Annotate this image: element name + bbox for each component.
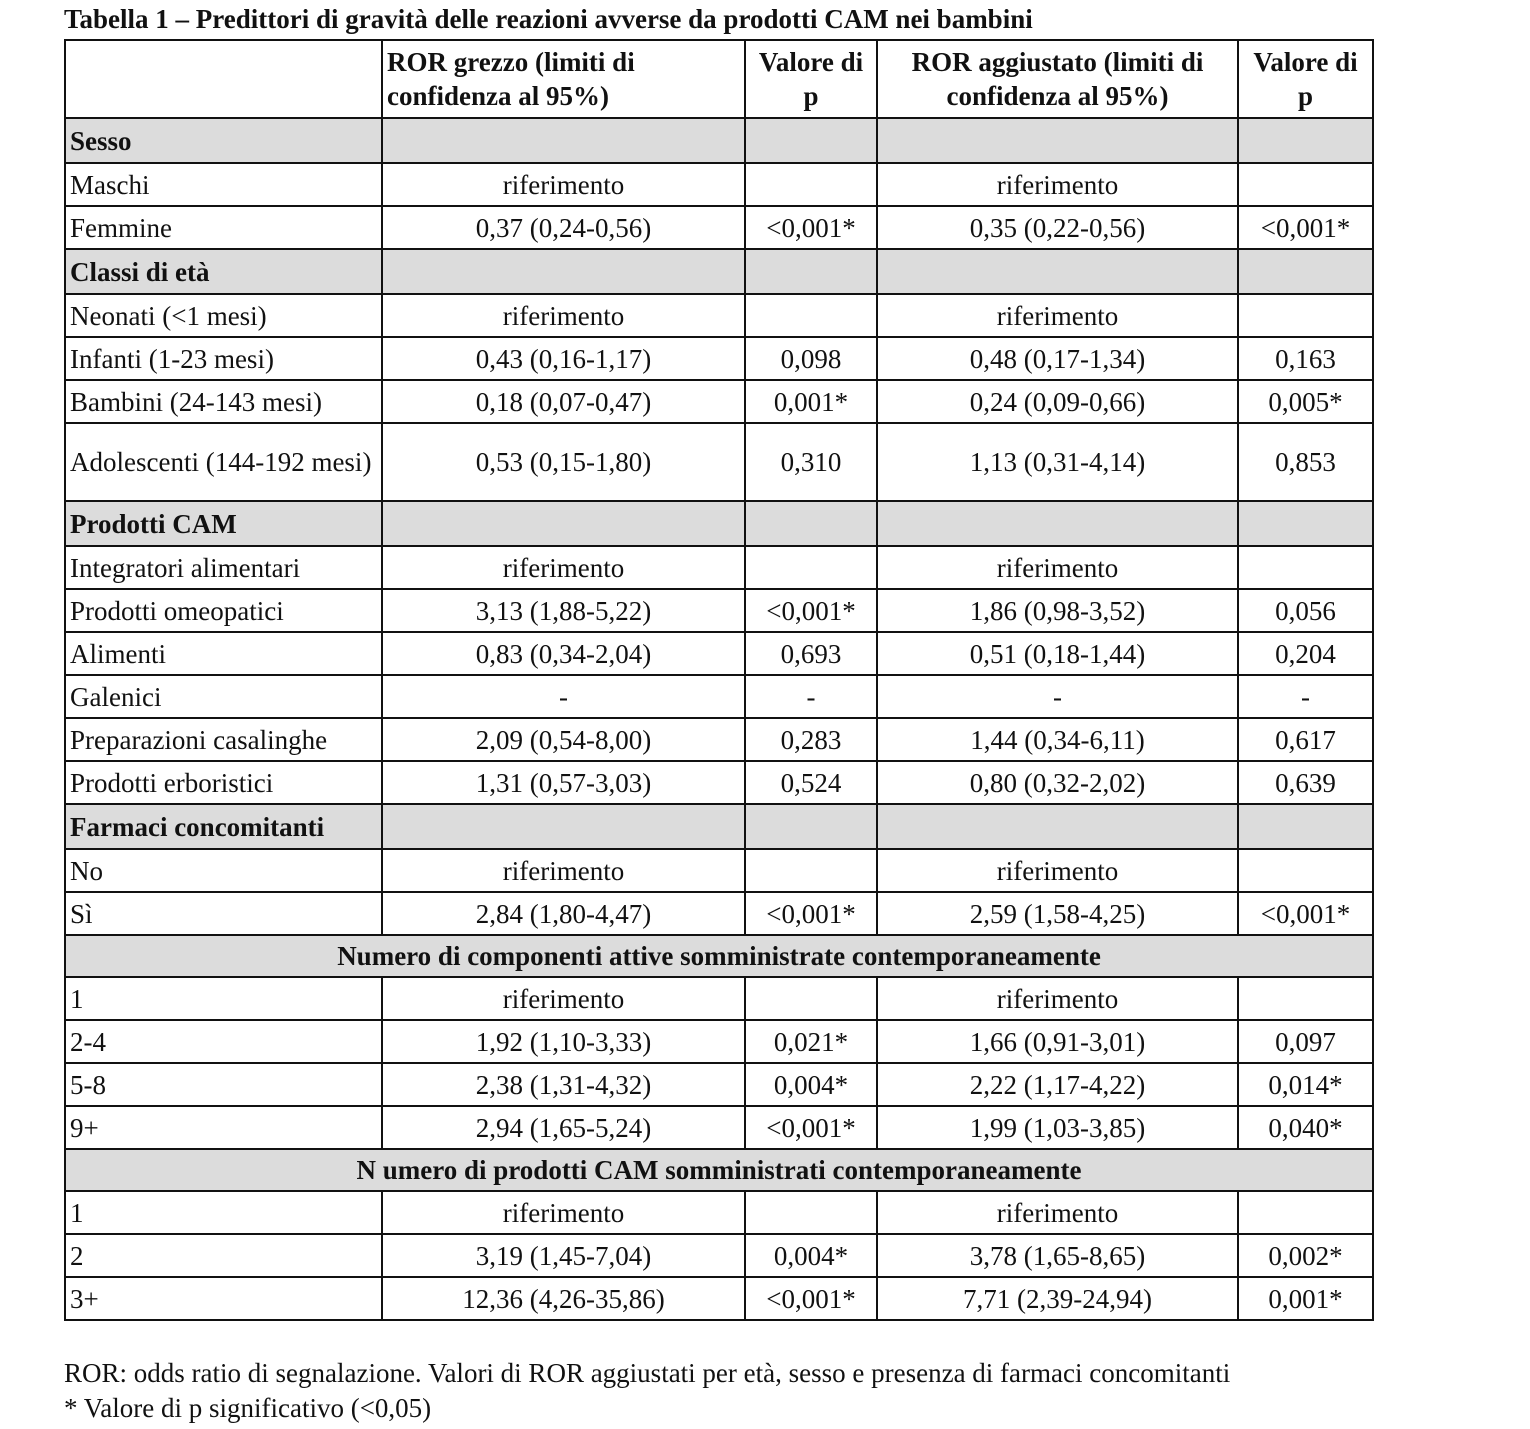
row-label: 2-4	[65, 1020, 382, 1063]
ror-crude-cell: 1,31 (0,57-3,03)	[382, 761, 745, 804]
empty-cell	[382, 501, 745, 546]
p-crude-cell: <0,001*	[745, 1106, 877, 1149]
section-row	[65, 501, 1373, 546]
ror-adjusted-cell: riferimento	[877, 546, 1238, 589]
p-adjusted-cell: 0,204	[1238, 632, 1373, 675]
p-adjusted-cell: 0,853	[1238, 423, 1373, 501]
table-row	[65, 589, 1373, 632]
note-ror-definition: ROR: odds ratio di segnalazione. Valori di ROR aggiustati per età, sesso e presenza di farmaci concomitanti	[64, 1358, 1231, 1388]
ror-adjusted-cell: 1,13 (0,31-4,14)	[877, 423, 1238, 501]
ror-adjusted-cell: 1,86 (0,98-3,52)	[877, 589, 1238, 632]
ror-adjusted-cell: -	[877, 675, 1238, 718]
table-row	[65, 632, 1373, 675]
row-label: Bambini (24-143 mesi)	[65, 380, 382, 423]
ror-crude-cell: 3,13 (1,88-5,22)	[382, 589, 745, 632]
p-crude-cell	[745, 294, 877, 337]
p-crude-cell	[745, 977, 877, 1020]
p-crude-cell: -	[745, 675, 877, 718]
ror-crude-cell: 2,84 (1,80-4,47)	[382, 892, 745, 935]
ror-adjusted-cell: 0,48 (0,17-1,34)	[877, 337, 1238, 380]
header-row	[65, 40, 1373, 118]
header-ror-adjusted: ROR aggiustato (limiti di confidenza al 95%)	[877, 40, 1238, 118]
row-label: Prodotti omeopatici	[65, 589, 382, 632]
row-label: 9+	[65, 1106, 382, 1149]
ror-crude-cell: riferimento	[382, 977, 745, 1020]
table-row	[65, 1234, 1373, 1277]
table-row	[65, 892, 1373, 935]
row-label: 5-8	[65, 1063, 382, 1106]
row-label: Femmine	[65, 206, 382, 249]
row-label: Infanti (1-23 mesi)	[65, 337, 382, 380]
ror-adjusted-cell: 2,59 (1,58-4,25)	[877, 892, 1238, 935]
p-adjusted-cell: -	[1238, 675, 1373, 718]
table-notes	[64, 1356, 1230, 1426]
ror-adjusted-cell: riferimento	[877, 849, 1238, 892]
table-row	[65, 1191, 1373, 1234]
row-label: Sì	[65, 892, 382, 935]
empty-cell	[745, 501, 877, 546]
row-label: Integratori alimentari	[65, 546, 382, 589]
table-title: Tabella 1 – Predittori di gravità delle reazioni avverse da prodotti CAM nei bambini	[64, 4, 1033, 34]
ror-crude-cell: riferimento	[382, 849, 745, 892]
p-adjusted-cell	[1238, 1191, 1373, 1234]
ror-crude-cell: 3,19 (1,45-7,04)	[382, 1234, 745, 1277]
table-body	[65, 118, 1373, 1320]
header-ror-crude: ROR grezzo (limiti di confidenza al 95%)	[382, 40, 745, 118]
table-row	[65, 849, 1373, 892]
row-label: 1	[65, 1191, 382, 1234]
empty-cell	[382, 118, 745, 163]
empty-cell	[1238, 118, 1373, 163]
row-label: Maschi	[65, 163, 382, 206]
p-adjusted-cell: 0,163	[1238, 337, 1373, 380]
p-crude-cell: 0,098	[745, 337, 877, 380]
empty-cell	[745, 118, 877, 163]
p-crude-cell: 0,001*	[745, 380, 877, 423]
row-label: Preparazioni casalinghe	[65, 718, 382, 761]
ror-adjusted-cell: 1,99 (1,03-3,85)	[877, 1106, 1238, 1149]
empty-cell	[877, 118, 1238, 163]
p-crude-cell: <0,001*	[745, 1277, 877, 1320]
p-adjusted-cell	[1238, 849, 1373, 892]
p-adjusted-cell: 0,002*	[1238, 1234, 1373, 1277]
row-label: Neonati (<1 mesi)	[65, 294, 382, 337]
table-row	[65, 337, 1373, 380]
p-adjusted-cell: <0,001*	[1238, 206, 1373, 249]
section-row	[65, 249, 1373, 294]
p-crude-cell: <0,001*	[745, 892, 877, 935]
empty-cell	[745, 249, 877, 294]
section-label: Sesso	[65, 118, 382, 163]
empty-cell	[1238, 501, 1373, 546]
section-label: Prodotti CAM	[65, 501, 382, 546]
section-label: Classi di età	[65, 249, 382, 294]
ror-adjusted-cell: 3,78 (1,65-8,65)	[877, 1234, 1238, 1277]
section-row	[65, 1149, 1373, 1191]
header-p-adjusted: Valore di p	[1238, 40, 1373, 118]
p-crude-cell: 0,004*	[745, 1063, 877, 1106]
p-adjusted-cell: 0,001*	[1238, 1277, 1373, 1320]
results-table	[64, 39, 1374, 1321]
table-row	[65, 294, 1373, 337]
row-label: Alimenti	[65, 632, 382, 675]
empty-cell	[877, 804, 1238, 849]
empty-cell	[1238, 804, 1373, 849]
p-crude-cell	[745, 849, 877, 892]
empty-cell	[1238, 249, 1373, 294]
ror-adjusted-cell: 0,51 (0,18-1,44)	[877, 632, 1238, 675]
ror-crude-cell: riferimento	[382, 163, 745, 206]
p-adjusted-cell	[1238, 163, 1373, 206]
section-label: Numero di componenti attive somministrate contemporaneamente	[65, 935, 1373, 977]
p-adjusted-cell	[1238, 294, 1373, 337]
ror-crude-cell: riferimento	[382, 1191, 745, 1234]
row-label: Adolescenti (144-192 mesi)	[65, 423, 382, 501]
p-crude-cell: 0,021*	[745, 1020, 877, 1063]
row-label: 1	[65, 977, 382, 1020]
row-label: Prodotti erboristici	[65, 761, 382, 804]
section-row	[65, 118, 1373, 163]
section-label: N umero di prodotti CAM somministrati contemporaneamente	[65, 1149, 1373, 1191]
ror-crude-cell: 0,37 (0,24-0,56)	[382, 206, 745, 249]
p-adjusted-cell: <0,001*	[1238, 892, 1373, 935]
ror-adjusted-cell: riferimento	[877, 294, 1238, 337]
row-label: 3+	[65, 1277, 382, 1320]
table-row	[65, 423, 1373, 501]
row-label: No	[65, 849, 382, 892]
ror-adjusted-cell: 1,44 (0,34-6,11)	[877, 718, 1238, 761]
ror-crude-cell: riferimento	[382, 294, 745, 337]
section-label: Farmaci concomitanti	[65, 804, 382, 849]
ror-adjusted-cell: riferimento	[877, 1191, 1238, 1234]
table-row	[65, 1020, 1373, 1063]
ror-crude-cell: 0,43 (0,16-1,17)	[382, 337, 745, 380]
empty-cell	[382, 249, 745, 294]
p-crude-cell: 0,693	[745, 632, 877, 675]
section-row	[65, 935, 1373, 977]
ror-crude-cell: 2,38 (1,31-4,32)	[382, 1063, 745, 1106]
p-crude-cell	[745, 1191, 877, 1234]
ror-crude-cell: 1,92 (1,10-3,33)	[382, 1020, 745, 1063]
p-crude-cell: 0,283	[745, 718, 877, 761]
p-adjusted-cell: 0,040*	[1238, 1106, 1373, 1149]
p-adjusted-cell: 0,617	[1238, 718, 1373, 761]
ror-crude-cell: -	[382, 675, 745, 718]
ror-adjusted-cell: 0,35 (0,22-0,56)	[877, 206, 1238, 249]
p-crude-cell: 0,310	[745, 423, 877, 501]
header-p-crude: Valore di p	[745, 40, 877, 118]
row-label: 2	[65, 1234, 382, 1277]
table-row	[65, 1277, 1373, 1320]
p-crude-cell: 0,524	[745, 761, 877, 804]
table-row	[65, 206, 1373, 249]
note-significance: * Valore di p significativo (<0,05)	[64, 1393, 432, 1423]
p-adjusted-cell	[1238, 546, 1373, 589]
table-row	[65, 1106, 1373, 1149]
empty-cell	[877, 501, 1238, 546]
ror-crude-cell: 0,18 (0,07-0,47)	[382, 380, 745, 423]
ror-adjusted-cell: 0,80 (0,32-2,02)	[877, 761, 1238, 804]
ror-adjusted-cell: 2,22 (1,17-4,22)	[877, 1063, 1238, 1106]
ror-crude-cell: 0,83 (0,34-2,04)	[382, 632, 745, 675]
p-adjusted-cell: 0,056	[1238, 589, 1373, 632]
p-adjusted-cell: 0,005*	[1238, 380, 1373, 423]
header-predictor	[65, 40, 382, 118]
p-adjusted-cell: 0,014*	[1238, 1063, 1373, 1106]
table-row	[65, 380, 1373, 423]
table-row	[65, 675, 1373, 718]
empty-cell	[877, 249, 1238, 294]
ror-crude-cell: 0,53 (0,15-1,80)	[382, 423, 745, 501]
ror-crude-cell: riferimento	[382, 546, 745, 589]
p-adjusted-cell: 0,097	[1238, 1020, 1373, 1063]
ror-crude-cell: 12,36 (4,26-35,86)	[382, 1277, 745, 1320]
ror-adjusted-cell: riferimento	[877, 163, 1238, 206]
p-crude-cell: <0,001*	[745, 589, 877, 632]
table-row	[65, 546, 1373, 589]
table-row	[65, 718, 1373, 761]
p-crude-cell	[745, 546, 877, 589]
p-crude-cell	[745, 163, 877, 206]
row-label: Galenici	[65, 675, 382, 718]
empty-cell	[382, 804, 745, 849]
p-crude-cell: 0,004*	[745, 1234, 877, 1277]
ror-adjusted-cell: 0,24 (0,09-0,66)	[877, 380, 1238, 423]
p-adjusted-cell	[1238, 977, 1373, 1020]
table-row	[65, 163, 1373, 206]
ror-adjusted-cell: 1,66 (0,91-3,01)	[877, 1020, 1238, 1063]
ror-crude-cell: 2,09 (0,54-8,00)	[382, 718, 745, 761]
section-row	[65, 804, 1373, 849]
empty-cell	[745, 804, 877, 849]
table-row	[65, 1063, 1373, 1106]
ror-crude-cell: 2,94 (1,65-5,24)	[382, 1106, 745, 1149]
table-row	[65, 977, 1373, 1020]
p-adjusted-cell: 0,639	[1238, 761, 1373, 804]
ror-adjusted-cell: riferimento	[877, 977, 1238, 1020]
table-row	[65, 761, 1373, 804]
ror-adjusted-cell: 7,71 (2,39-24,94)	[877, 1277, 1238, 1320]
p-crude-cell: <0,001*	[745, 206, 877, 249]
